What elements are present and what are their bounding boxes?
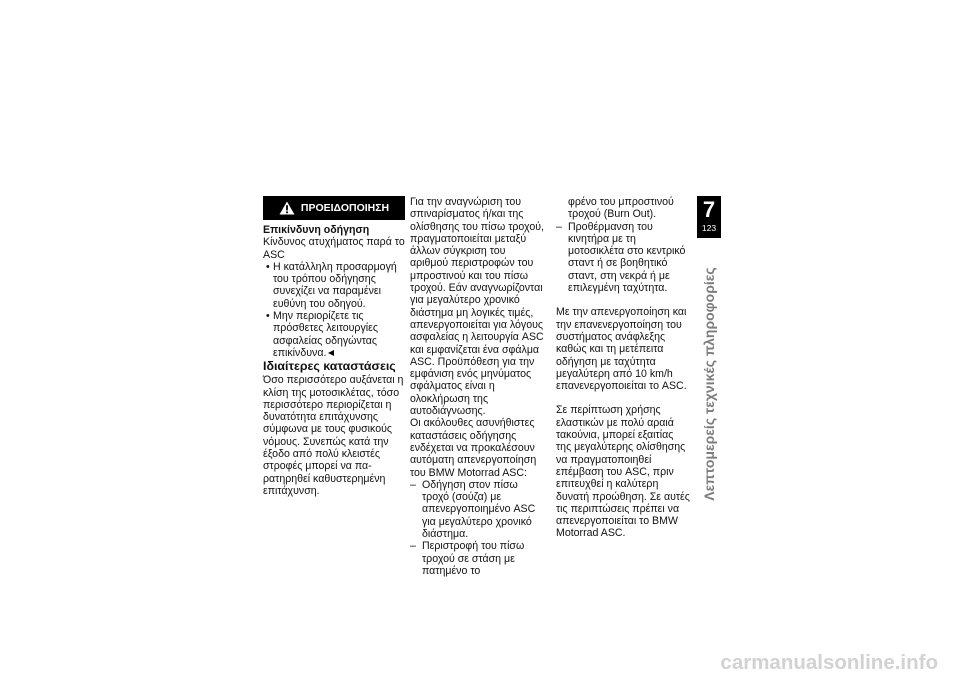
list-item-warmup: – Προθέρμανση του κινητήρα με τη μοτοσικλέτα στο κεντρικό σταντ ή σε βοηθητικό σταντ, στη νεκρά ή με επιλεγμένη ταχύτητα. [556, 221, 690, 295]
column-3 [556, 196, 690, 540]
page-number: 123 [701, 223, 717, 233]
list-item-wheelie: – Οδήγηση στον πίσω τροχό (σούζα) με απενεργοποιημένο ASC για μεγαλύτερο χρονικό διάστημα. [410, 479, 546, 540]
chapter-number: 7 [702, 197, 716, 222]
watermark: carmanualsonline.info [720, 651, 938, 674]
paragraph-reactivation: Με την απενεργοποίηση και την επανενεργοποίηση του συστήματος ανάφλεξης καθώς και τη μετέπειτα οδήγηση με ταχύτητα μεγαλύτερη από 10 km/h επανενεργοποιείται το ASC. [556, 306, 687, 393]
chapter-side-title: Λεπτομερείς τεχνικές πληροφορίες [701, 267, 717, 501]
paragraph-tyres: Σε περίπτωση χρήσης ελαστικών με πολύ αραιά τακούνια, μπορεί εξαιτίας της μεγαλύτερης ολίσθησης να πραγματοποιηθεί επέμβαση του ASC, πριν επιτευχθεί η καλύτερη δυνατή προώθηση. Σε αυτές τις περιπτώσεις πρέπει να απενεργοποιείται το BMW Motorrad ASC. [556, 404, 690, 540]
section-heading: Ιδιαίτερες καταστάσεις [263, 359, 396, 374]
list-item-burnout-cont: φρένο του μπροστινού τροχού (Burn Out). [568, 196, 674, 221]
warning-banner [263, 196, 405, 220]
column-1 [263, 196, 405, 497]
list-item-burnout: – Περιστροφή του πίσω τροχού σε στάση με πατημένο το [410, 540, 546, 577]
section-paragraph: Όσο περισσότερο αυξάνεται η κλίση της μοτοσικλέτας, τόσο περισσότερο περιορίζεται η δυνατότητα επιτάχυνσης σύμφωνα με τους φυσικούς νόμους. Συνεπώς κατά την έξοδο από πολύ κλειστές στροφές μπορεί να παρατηρηθεί καθυστερημένη επιτάχυνση. [263, 374, 404, 497]
warning-body: Κίνδυνος ατυχήματος παρά το ASC [263, 236, 405, 261]
warning-label: ΠΡΟΕΙΔΟΠΟΙΗΣΗ [300, 201, 390, 214]
paragraph-detection: Για την αναγνώριση του σπιναρίσματος ή/και της ολίσθησης του πίσω τροχού, πραγματοποιείται μεταξύ άλλων σύγκριση του αριθμού περιστροφών του μπροστινού και του πίσω τροχού. Εάν αναγνωρίζονται για μεγαλύτερο χρονικό διάστημα μη λογικές τιμές, απενεργοποιείται για λόγους ασφαλείας η λειτουργία ASC και εμφανίζεται ένα σφάλμα ASC. Προϋπόθεση για την εμφάνιση ενός μηνύματος σφάλματος είναι η ολοκλήρωση της αυτοδιάγνωσης. [410, 196, 544, 418]
chapter-tab [697, 196, 721, 238]
paragraph-situations: Οι ακόλουθες ασυνήθιστες καταστάσεις οδήγησης ενδέχεται να προκαλέσουν αυτόματη απενεργοποίηση του BMW Motorrad ASC: [410, 417, 537, 479]
warning-triangle-icon [279, 201, 295, 215]
column-2 [410, 196, 546, 577]
end-marker-icon [328, 350, 334, 356]
warning-bullet-2: • Μην περιορίζετε τις πρόσθετες λειτουργίες ασφαλείας οδηγώντας επικίνδυνα. [263, 310, 405, 359]
warning-title: Επικίνδυνη οδήγηση [263, 224, 370, 236]
warning-bullet-1: • Η κατάλληλη προσαρμογή του τρόπου οδήγησης συνεχίζει να παραμένει ευθύνη του οδηγού. [263, 261, 405, 310]
